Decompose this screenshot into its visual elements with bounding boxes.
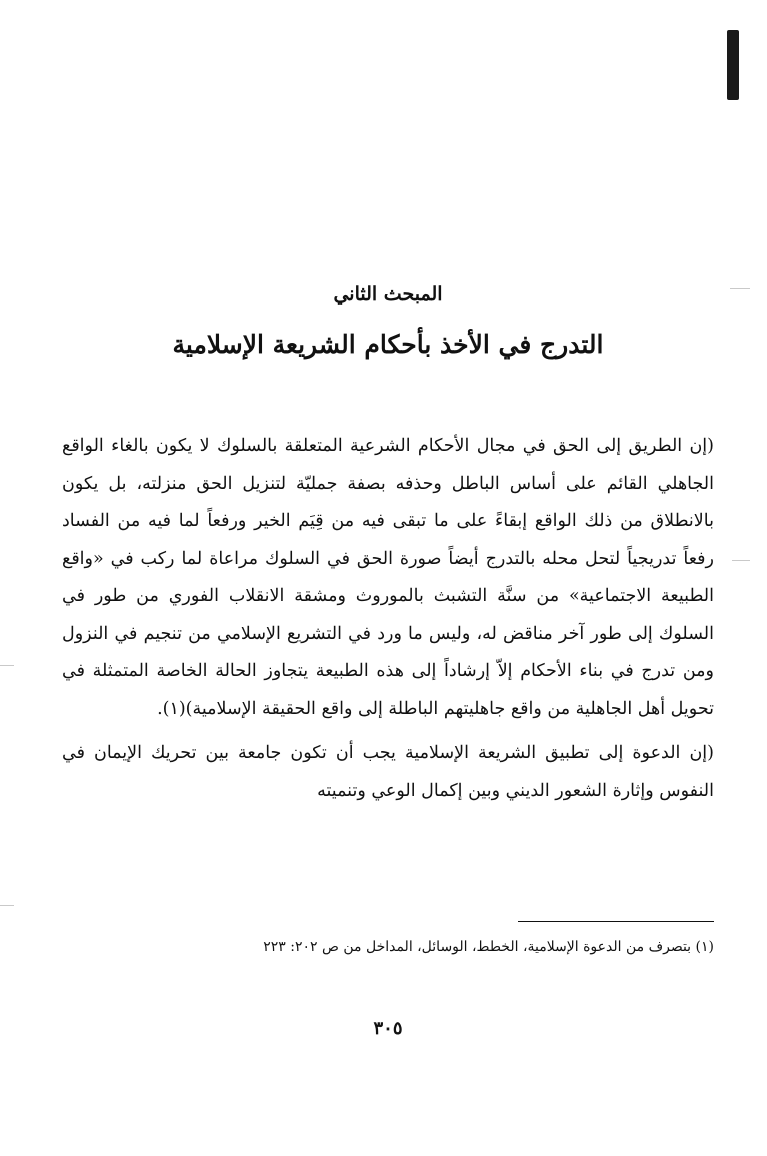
footnote-rule: [518, 921, 714, 922]
paragraph: (إن الطريق إلى الحق في مجال الأحكام الشرعية المتعلقة بالسلوك لا يكون بالغاء الواقع الجاهلي القائم على أساس الباطل وحذفه بصفة جمليّة لتنزيل الحق منزلته، بل يكون بالانطلاق من ذلك الواقع إبقاءً على ما تبقى فيه من قِيَم الخير ورفعاً لما فيه من الفساد رفعاً تدريجياً لتحل محله بالتدرج أيضاً صورة الحق في السلوك مراعاة لما ركب في «واقع الطبيعة الاجتماعية» من سنَّة التشبث بالموروث ومشقة الانقلاب الفوري من طور في السلوك إلى طور آخر مناقض له، وليس ما ورد في التشريع الإسلامي من تنجيم في النزول ومن تدرج في بناء الأحكام إلاّ إرشاداً إلى هذه الطبيعة يتجاوز الحالة الخاصة المتمثلة في تحويل أهل الجاهلية من واقع جاهليتهم الباطلة إلى واقع الحقيقة الإسلامية)(١).: [62, 436, 714, 719]
scan-tick: [730, 288, 750, 289]
body-text: [62, 428, 714, 810]
page-number: ٣٠٥: [373, 1018, 403, 1039]
book-page: [62, 0, 714, 1156]
paragraph: (إن الدعوة إلى تطبيق الشريعة الإسلامية يجب أن تكون جامعة بين تحريك الإيمان في النفوس وإثارة الشعور الديني وبين إكمال الوعي وتنميته: [62, 743, 714, 801]
footnote: (١) بتصرف من الدعوة الإسلامية، الخطط، الوسائل، المداخل من ص ٢٠٢: ٢٢٣: [263, 939, 714, 955]
scan-tick: [0, 665, 14, 666]
scan-tick: [732, 560, 750, 561]
section-title: التدرج في الأخذ بأحكام الشريعة الإسلامية: [172, 330, 604, 359]
scan-edge-mark: [727, 30, 739, 100]
scan-tick: [0, 905, 14, 906]
section-label: المبحث الثاني: [333, 283, 443, 305]
